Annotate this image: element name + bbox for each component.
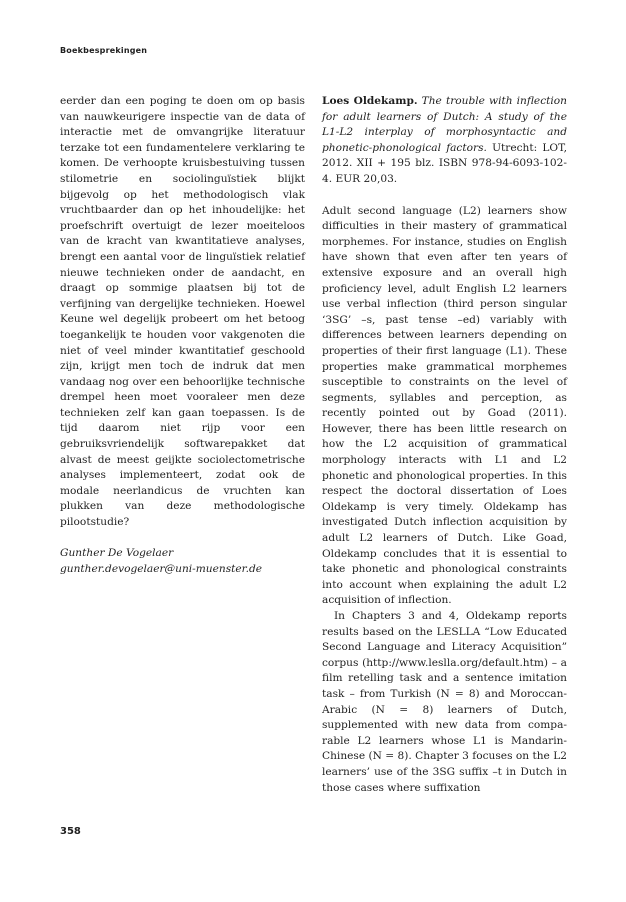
review-paragraph-2: In Chapters 3 and 4, Oldekamp reports results based on the LESLLA “Low Educated Second Language and Literacy Acquisition” corpus (http://www.leslla.org/default.htm) – a film retelling task and a sentence imitation task – from Turkish (N = 8) and Moroccan-Arabic (N = 8) learners of Dutch, supplemented with new data from comparable L2 learners whose L1 is Mandarin-Chinese (N = 8). Chapter 3 focuses on the L2 learners’ use of the 3SG suffix –t in Dutch in those cases where suffixation [322, 610, 567, 794]
reviewer-email: gunther.devogelaer@uni-muenster.de [60, 562, 262, 575]
review-paragraph-1: Adult second language (L2) learners show difficulties in their mastery of grammatical morphemes. For instance, studies on English have shown that even after ten years of extensive exposure and an overall high proficiency level, adult English L2 learners use verbal inflection (third person singular ‘3SG’ –s, past tense –ed) variably with differences between learners depending on properties of their first language (L1). These properties make grammatical morphemes susceptible to constraints on the level of segments, syllables and perception, as recently pointed out by Goad (2011). However, there has been little research on how the L2 acquisition of grammatical morphology interacts with L1 and L2 phonetic and phonological properties. In this respect the doctoral dissertation of Loes Oldekamp is very timely. Oldekamp has investigated Dutch inflection acquisition by adult L2 learners of Dutch. Like Goad, Oldekamp concludes that it is essential to take phonetic and phonological constraints into account when explaining the adult L2 acquisition of inflection. [322, 204, 567, 607]
spacer [322, 188, 567, 204]
book-title: The trouble with inflection for adult learners of Dutch: A study of the L1-L2 interplay of morphosyntactic and phonetic-phonological factors. [322, 95, 567, 154]
right-column [322, 94, 567, 796]
spacer [60, 531, 305, 547]
running-head: Boekbesprekingen [60, 46, 148, 55]
left-column [60, 94, 305, 577]
review-heading [322, 94, 567, 188]
review-conclusion-paragraph: eerder dan een poging te doen om op basis van nauwkeurigere inspectie van de data of interactie met de omvangrijke literatuur terzake tot een fundamentelere verklaring te komen. De verhoopte kruisbestuiving tussen stilometrie en sociolinguïstiek blijkt bijgevolg op het methodologisch vlak vruchtbaarder dan op het inhoudelijke: het proefschrift overtuigt de lezer moeiteloos van de kracht van kwantitatieve analyses, brengt een aantal voor de linguïstiek relatief nieuwe technieken onder de aandacht, en draagt op sommige plaatsen bij tot de verfijning van dergelijke technieken. Hoewel Keune wel degelijk probeert om het betoog toegankelijk te houden voor vakgenoten die niet of veel minder kwantitatief geschoold zijn, krijgt men toch de indruk dat men vandaag nog over een behoorlijke technische drempel heen moet vooraleer men deze technieken zelf kan gaan toepassen. Is de tijd daarom niet rijp voor een gebruiksvriendelijk softwarepakket dat alvast de meest geijkte sociolectometrische analyses implementeert, zodat ook de modale neerlandicus de vruchten kan plukken van deze methodologische pilootstudie? [60, 95, 305, 529]
reviewer-name: Gunther De Vogelaer [60, 547, 174, 560]
publication-info: Utrecht: LOT, 2012. XII + 195 blz. ISBN 978-94-6093-102-4. EUR 20,03. [322, 141, 567, 185]
page-number: 358 [60, 826, 81, 837]
review-author: Loes Oldekamp. [322, 95, 418, 107]
